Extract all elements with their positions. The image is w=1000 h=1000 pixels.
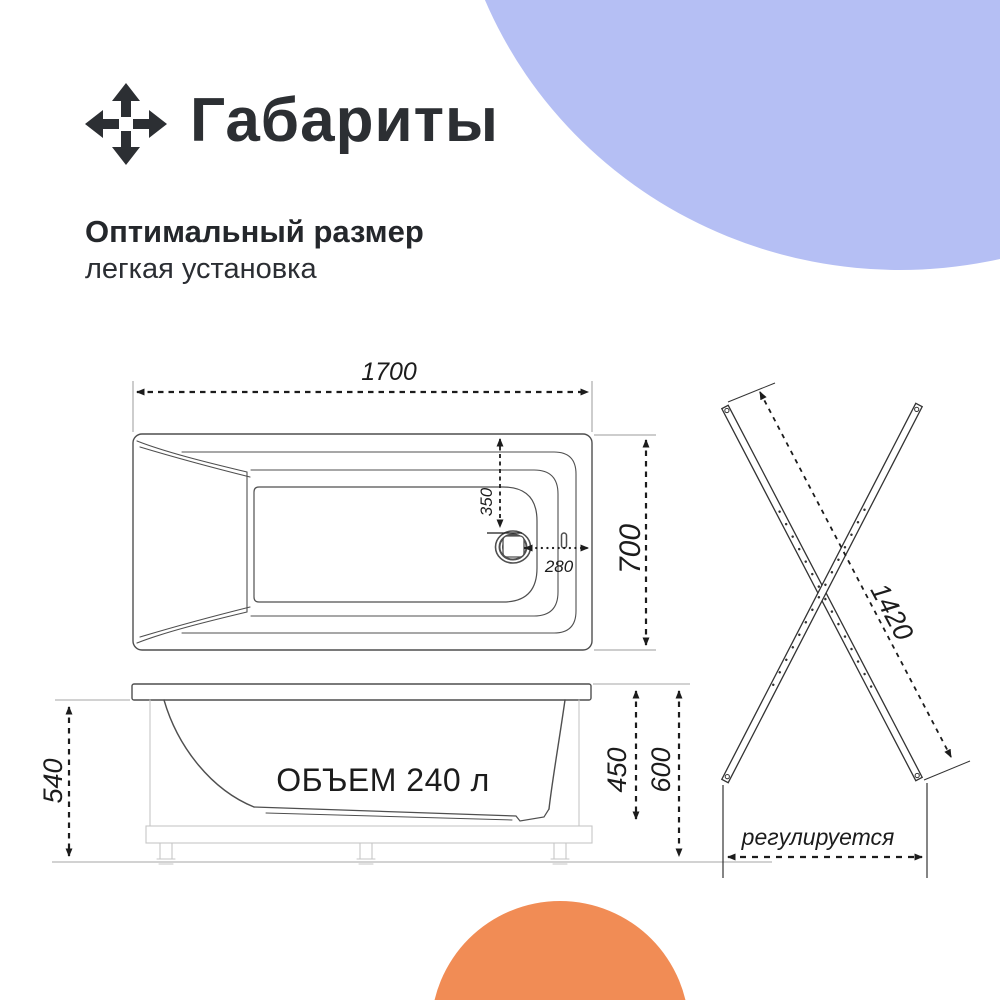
foot-right [551, 843, 569, 864]
side-right-wall [549, 700, 565, 809]
volume-label: ОБЪЕМ 240 л [276, 762, 490, 798]
bathtub-top-view [133, 434, 592, 650]
subtitle-light: легкая установка [85, 253, 317, 285]
page-title: Габариты [190, 86, 499, 155]
foot-left [157, 843, 175, 864]
side-backrest-slope [164, 700, 254, 807]
backrest-slope-bottom [137, 612, 247, 643]
dim-label-1700: 1700 [361, 358, 417, 386]
dim-line-1420 [760, 392, 951, 757]
subtitle-bold: Оптимальный размер [85, 214, 424, 249]
dim-label-450: 450 [602, 747, 632, 793]
adjustable-label: регулируется [741, 824, 895, 850]
backrest-slope-top [137, 441, 247, 472]
foot-middle [357, 843, 375, 864]
base-frame [146, 826, 592, 843]
dim-label-350: 350 [477, 487, 496, 517]
circle-bottom [431, 901, 689, 1000]
dim-label-600: 600 [646, 747, 676, 793]
ext-line-leg-bottom [924, 761, 970, 780]
top-view-dimensions [133, 358, 656, 650]
dim-label-540: 540 [38, 758, 68, 804]
move-arrows-icon [84, 82, 168, 166]
legs-dimensions [723, 383, 970, 878]
blob-top-right [450, 0, 1000, 270]
dim-label-1420: 1420 [864, 578, 920, 646]
bathtub-side-view [132, 684, 592, 864]
dim-label-280: 280 [544, 557, 574, 576]
ext-line-leg-top [728, 383, 775, 402]
decorative-shapes [431, 0, 1000, 1000]
dim-label-700: 700 [614, 523, 647, 575]
rim-bar [132, 684, 591, 700]
overflow-slot [562, 533, 567, 548]
